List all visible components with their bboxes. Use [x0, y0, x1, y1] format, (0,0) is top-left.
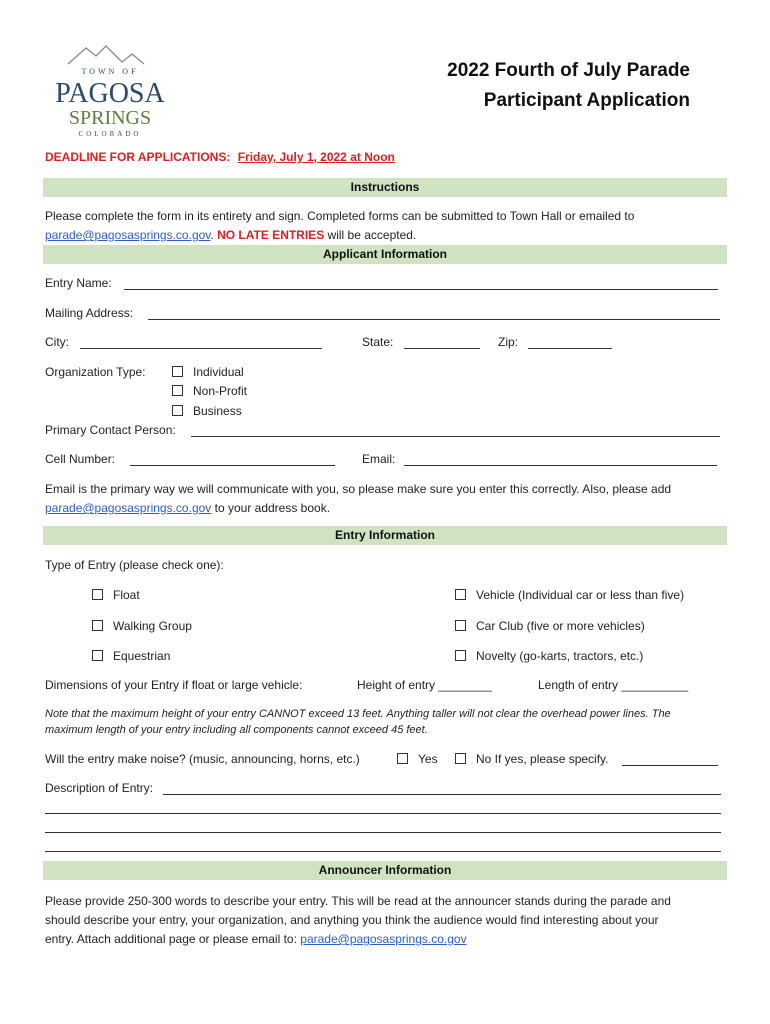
- primary-contact-label: Primary Contact Person:: [45, 423, 176, 437]
- title-line-1: 2022 Fourth of July Parade: [447, 60, 690, 81]
- title-line-2: Participant Application: [483, 90, 690, 111]
- checkbox-icon[interactable]: [397, 753, 408, 764]
- description-label: Description of Entry:: [45, 781, 154, 795]
- entry-name-label: Entry Name:: [45, 276, 112, 290]
- noise-yes-option[interactable]: [397, 752, 438, 766]
- email-note-text-2: to your address book.: [211, 501, 331, 515]
- checkbox-icon[interactable]: [172, 385, 183, 396]
- instructions-text-2: will be accepted.: [324, 228, 417, 242]
- email-label: Email:: [362, 452, 396, 466]
- checkbox-icon[interactable]: [172, 405, 183, 416]
- announcer-email-link[interactable]: parade@pagosasprings.co.gov: [300, 932, 467, 946]
- org-option-non-profit[interactable]: [172, 384, 247, 398]
- org-type-label: Organization Type:: [45, 365, 146, 379]
- email-note: [45, 480, 725, 518]
- mountain-logo-icon: [40, 40, 180, 140]
- email-note-link[interactable]: parade@pagosasprings.co.gov: [45, 501, 212, 515]
- email-field[interactable]: [404, 465, 717, 466]
- noise-specify-field[interactable]: [622, 765, 718, 766]
- noise-yes-label: Yes: [418, 752, 438, 766]
- state-field[interactable]: [404, 348, 480, 349]
- page-title: [447, 56, 690, 116]
- announcer-line-1: Please provide 250-300 words to describe your entry. This will be read at the announcer stands during the parade and: [45, 894, 671, 908]
- noise-no-option[interactable]: [455, 752, 609, 766]
- entry-info-heading: Entry Information: [43, 526, 727, 545]
- entry-type-label: Float: [113, 588, 140, 602]
- announcer-line-3: entry. Attach additional page or please email to:: [45, 932, 297, 946]
- cell-number-field[interactable]: [130, 465, 335, 466]
- instructions-text-1: Please complete the form in its entirety and sign. Completed forms can be submitted to Town Hall or emailed to: [45, 209, 635, 223]
- city-label: City:: [45, 335, 69, 349]
- logo-pagosa: PAGOSA: [55, 78, 165, 109]
- mailing-address-field[interactable]: [148, 319, 720, 320]
- announcer-line-2: should describe your entry, your organization, and anything you think the audience would find interesting about your: [45, 913, 659, 927]
- instructions-email-link[interactable]: parade@pagosasprings.co.gov: [45, 228, 211, 242]
- instructions-heading: Instructions: [43, 178, 727, 197]
- logo-town-of: TOWN OF: [81, 67, 139, 76]
- checkbox-icon[interactable]: [92, 620, 103, 631]
- entry-type-car-club[interactable]: [455, 619, 645, 633]
- noise-no-label: No If yes, please specify.: [476, 752, 609, 766]
- entry-type-float[interactable]: [92, 588, 140, 602]
- logo-springs: SPRINGS: [68, 107, 152, 129]
- checkbox-icon[interactable]: [172, 366, 183, 377]
- description-line-1[interactable]: [163, 794, 721, 795]
- entry-type-label: Walking Group: [113, 619, 192, 633]
- no-late-entries: NO LATE ENTRIES: [217, 228, 325, 242]
- mailing-address-label: Mailing Address:: [45, 306, 134, 320]
- logo-colorado: COLORADO: [78, 130, 142, 138]
- town-logo: [40, 40, 180, 140]
- dimensions-label: Dimensions of your Entry if float or large vehicle:: [45, 678, 303, 692]
- checkbox-icon[interactable]: [455, 589, 466, 600]
- height-field[interactable]: Height of entry ________: [357, 678, 492, 692]
- org-option-business[interactable]: [172, 404, 242, 418]
- org-option-label: Business: [193, 404, 242, 418]
- org-option-label: Non-Profit: [193, 384, 248, 398]
- checkbox-icon[interactable]: [92, 650, 103, 661]
- announcer-heading: Announcer Information: [43, 861, 727, 880]
- deadline-line: [45, 150, 395, 164]
- org-option-individual[interactable]: [172, 365, 244, 379]
- entry-type-label: Equestrian: [113, 649, 171, 663]
- entry-type-label: Type of Entry (please check one):: [45, 558, 224, 572]
- entry-type-label: Novelty (go-karts, tractors, etc.): [476, 649, 644, 663]
- checkbox-icon[interactable]: [455, 650, 466, 661]
- applicant-heading: Applicant Information: [43, 245, 727, 264]
- zip-label: Zip:: [498, 335, 519, 349]
- entry-name-field[interactable]: [124, 289, 718, 290]
- length-field[interactable]: Length of entry __________: [538, 678, 689, 692]
- entry-type-label: Car Club (five or more vehicles): [476, 619, 645, 633]
- state-label: State:: [362, 335, 394, 349]
- announcer-text: [45, 892, 725, 949]
- zip-field[interactable]: [528, 348, 612, 349]
- deadline-label: DEADLINE FOR APPLICATIONS:: [45, 150, 231, 164]
- instructions-text: [45, 207, 725, 245]
- entry-type-label: Vehicle (Individual car or less than five): [476, 588, 685, 602]
- checkbox-icon[interactable]: [455, 620, 466, 631]
- entry-type-vehicle[interactable]: [455, 588, 684, 602]
- entry-type-novelty[interactable]: [455, 649, 643, 663]
- description-line-4[interactable]: [45, 851, 721, 852]
- size-note-1: Note that the maximum height of your entry CANNOT exceed 13 feet. Anything taller will not clear the overhead power lines. The: [45, 708, 671, 720]
- noise-question: Will the entry make noise? (music, announcing, horns, etc.): [45, 752, 360, 766]
- size-note: [45, 706, 725, 738]
- size-note-2: maximum length of your entry including all components cannot exceed 45 feet.: [45, 724, 428, 736]
- description-line-3[interactable]: [45, 832, 721, 833]
- entry-type-equestrian[interactable]: [92, 649, 170, 663]
- primary-contact-field[interactable]: [191, 436, 720, 437]
- instructions-sep: .: [210, 228, 218, 242]
- entry-type-walking-group[interactable]: [92, 619, 192, 633]
- email-note-text-1: Email is the primary way we will communicate with you, so please make sure you enter this correctly. Also, please add: [45, 482, 672, 496]
- cell-number-label: Cell Number:: [45, 452, 116, 466]
- checkbox-icon[interactable]: [455, 753, 466, 764]
- deadline-date: Friday, July 1, 2022 at Noon: [237, 150, 395, 164]
- city-field[interactable]: [80, 348, 322, 349]
- checkbox-icon[interactable]: [92, 589, 103, 600]
- org-option-label: Individual: [193, 365, 244, 379]
- description-line-2[interactable]: [45, 813, 721, 814]
